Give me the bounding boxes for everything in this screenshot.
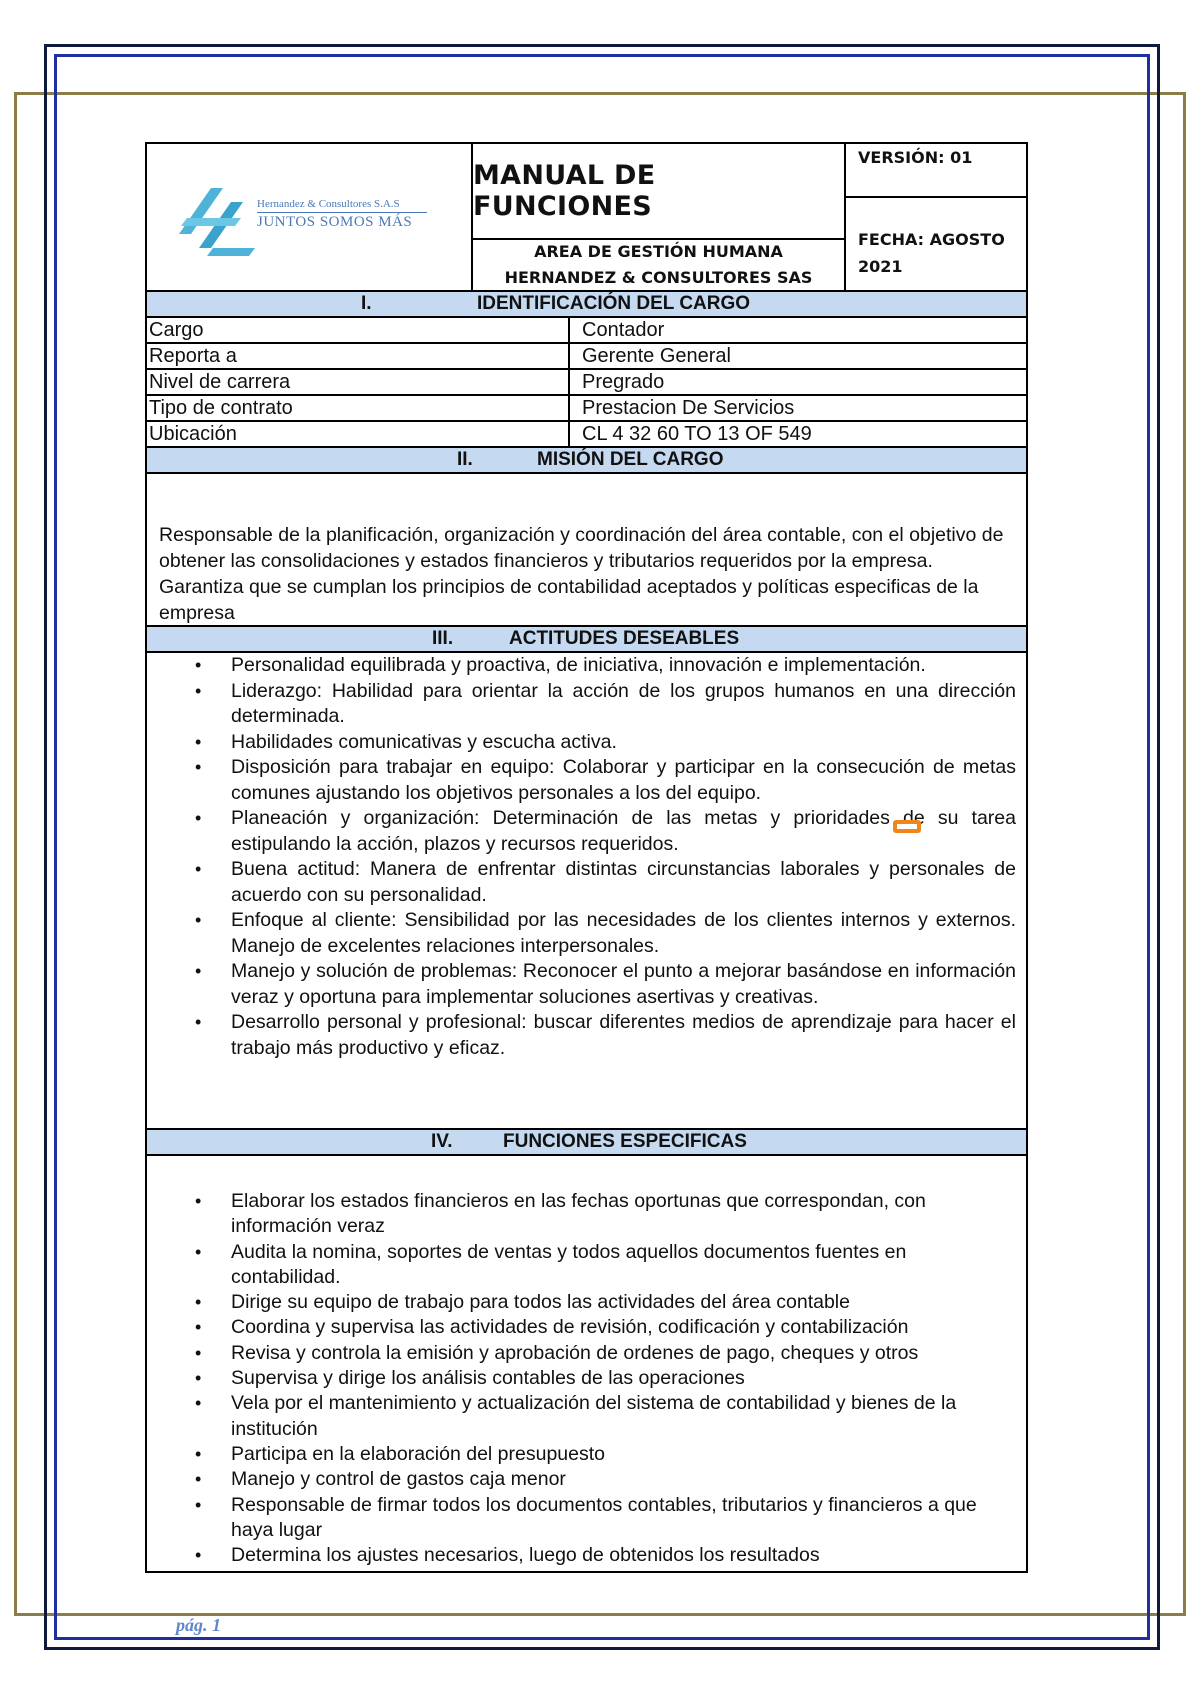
list-item-text: Buena actitud: Manera de enfrentar distintas circunstancias laborales y personales de acuerdo con su personalidad. bbox=[231, 858, 1016, 906]
company-name: HERNANDEZ & CONSULTORES SAS bbox=[504, 268, 813, 287]
bullet-icon: • bbox=[195, 859, 202, 879]
list-item-text: Enfoque al cliente: Sensibilidad por las necesidades de los clientes internos y externos. Manejo de excelentes relaciones interpersonales. bbox=[231, 909, 1016, 957]
company-logo-cell bbox=[147, 144, 473, 290]
list-item-text: Manejo y solución de problemas: Reconocer el punto a mejorar basándose en información veraz y oportuna para implementar soluciones asertivas y creativas. bbox=[231, 960, 1016, 1008]
header-title-cell bbox=[473, 144, 846, 290]
list-item-text: Supervisa y dirige los análisis contables de las operaciones bbox=[231, 1367, 745, 1390]
row-label: Nivel de carrera bbox=[147, 370, 570, 394]
list-item-text: Disposición para trabajar en equipo: Colaborar y participar en la consecución de metas comunes ajustando los objetivos personales a los del equipo. bbox=[231, 756, 1016, 804]
list-item bbox=[147, 1010, 1026, 1061]
bullet-icon: • bbox=[195, 1393, 202, 1414]
list-item-text: Vela por el mantenimiento y actualización del sistema de contabilidad y bienes de la institución bbox=[231, 1392, 957, 1440]
table-row bbox=[145, 344, 1028, 370]
date-line-1: FECHA: AGOSTO bbox=[858, 230, 1005, 249]
bullet-icon: • bbox=[195, 1241, 202, 1262]
list-item bbox=[147, 1240, 1026, 1291]
section-number: II. bbox=[457, 449, 473, 470]
date-line-2: 2021 bbox=[858, 257, 903, 276]
table-row bbox=[145, 318, 1028, 344]
list-item bbox=[147, 730, 1026, 756]
document-header bbox=[145, 142, 1028, 292]
bullet-icon: • bbox=[195, 1317, 202, 1338]
list-item-text: Desarrollo personal y profesional: buscar diferentes medios de aprendizaje para hacer el trabajo más productivo y eficaz. bbox=[231, 1011, 1016, 1059]
bullet-icon: • bbox=[195, 1494, 202, 1515]
bullet-icon: • bbox=[195, 910, 202, 930]
list-item bbox=[147, 1543, 1026, 1568]
list-item-text: Audita la nomina, soportes de ventas y todos aquellos documentos fuentes en contabilidad. bbox=[231, 1240, 907, 1288]
section-number: IV. bbox=[431, 1131, 453, 1152]
funciones-list bbox=[147, 1189, 1026, 1568]
bullet-icon: • bbox=[195, 680, 202, 701]
section-number: I. bbox=[361, 293, 372, 314]
list-item bbox=[147, 1189, 1026, 1240]
bullet-icon: • bbox=[195, 961, 202, 981]
section-header-funciones bbox=[145, 1130, 1028, 1156]
row-label: Ubicación bbox=[147, 422, 570, 446]
list-item-text: Responsable de firmar todos los documentos contables, tributarios y financieros a que haya lugar bbox=[231, 1493, 977, 1541]
section-title: ACTITUDES DESEABLES bbox=[509, 628, 740, 649]
list-item bbox=[147, 1341, 1026, 1366]
document-title: MANUAL DE FUNCIONES bbox=[473, 144, 844, 240]
bullet-icon: • bbox=[195, 757, 202, 777]
list-item bbox=[147, 1366, 1026, 1391]
logo-company-name: Hernandez & Consultores S.A.S bbox=[257, 198, 400, 210]
list-item bbox=[147, 908, 1026, 959]
list-item bbox=[147, 959, 1026, 1010]
row-value: Gerente General bbox=[582, 345, 731, 367]
list-item-text: Personalidad equilibrada y proactiva, de iniciativa, innovación e implementación. bbox=[231, 654, 926, 676]
list-item-text: Habilidades comunicativas y escucha activa. bbox=[231, 730, 617, 753]
list-item bbox=[147, 1315, 1026, 1340]
list-item bbox=[147, 679, 1026, 730]
row-value: CL 4 32 60 TO 13 OF 549 bbox=[582, 423, 812, 445]
row-label: Cargo bbox=[147, 318, 570, 342]
bullet-icon: • bbox=[195, 1469, 202, 1490]
identificacion-table bbox=[145, 318, 1028, 448]
list-item-text: Manejo y control de gastos caja menor bbox=[231, 1468, 566, 1491]
list-item bbox=[147, 857, 1026, 908]
page-number: pág. 1 bbox=[176, 1615, 221, 1635]
document-body bbox=[145, 142, 1028, 1573]
bullet-icon: • bbox=[195, 1342, 202, 1363]
header-meta-cell bbox=[846, 144, 1026, 290]
table-row bbox=[145, 370, 1028, 396]
bullet-icon: • bbox=[195, 1368, 202, 1389]
table-row bbox=[145, 422, 1028, 448]
header-area bbox=[473, 240, 844, 290]
version-label: VERSIÓN: 01 bbox=[846, 144, 1026, 198]
bullet-icon: • bbox=[195, 1191, 202, 1211]
section-title: MISIÓN DEL CARGO bbox=[537, 449, 724, 470]
cursor-marker-icon bbox=[893, 820, 921, 833]
actitudes-list bbox=[147, 653, 1026, 1061]
list-item bbox=[147, 1493, 1026, 1544]
list-item-text: Elaborar los estados financieros en las fechas oportunas que correspondan, con información veraz bbox=[231, 1190, 926, 1238]
section-header-mision bbox=[145, 448, 1028, 474]
section-header-identificacion bbox=[145, 292, 1028, 318]
area-name: AREA DE GESTIÓN HUMANA bbox=[534, 242, 783, 261]
bullet-icon: • bbox=[195, 808, 202, 828]
logo-slogan: JUNTOS SOMOS MÁS bbox=[257, 214, 413, 230]
list-item-text: Planeación y organización: Determinación de las metas y prioridades de su tarea estipulando la acción, plazos y recursos requeridos. bbox=[231, 807, 1016, 855]
list-item bbox=[147, 1467, 1026, 1492]
list-item-text: Participa en la elaboración del presupuesto bbox=[231, 1442, 605, 1465]
bullet-icon: • bbox=[195, 655, 202, 675]
list-item-text: Determina los ajustes necesarios, luego de obtenidos los resultados bbox=[231, 1544, 820, 1567]
row-value: Contador bbox=[582, 319, 665, 341]
list-item bbox=[147, 653, 1026, 679]
section-number: III. bbox=[432, 628, 454, 649]
company-logo-icon bbox=[169, 172, 259, 262]
logo-divider bbox=[257, 212, 427, 213]
bullet-icon: • bbox=[195, 731, 202, 752]
table-row bbox=[145, 396, 1028, 422]
list-item-text: Revisa y controla la emisión y aprobación de ordenes de pago, cheques y otros bbox=[231, 1341, 919, 1364]
row-value: Prestacion De Servicios bbox=[582, 397, 795, 419]
section-header-actitudes bbox=[145, 627, 1028, 653]
bullet-icon: • bbox=[195, 1545, 202, 1566]
section-title: FUNCIONES ESPECIFICAS bbox=[503, 1131, 747, 1152]
actitudes-box bbox=[145, 653, 1028, 1130]
bullet-icon: • bbox=[195, 1443, 202, 1464]
funciones-box bbox=[145, 1156, 1028, 1573]
list-item bbox=[147, 1442, 1026, 1467]
list-item bbox=[147, 1391, 1026, 1442]
date-label bbox=[846, 198, 1026, 280]
bullet-icon: • bbox=[195, 1012, 202, 1032]
row-label: Tipo de contrato bbox=[147, 396, 570, 420]
list-item bbox=[147, 1290, 1026, 1315]
section-title: IDENTIFICACIÓN DEL CARGO bbox=[477, 293, 751, 314]
list-item-text: Dirige su equipo de trabajo para todos las actividades del área contable bbox=[231, 1291, 850, 1314]
row-value: Pregrado bbox=[582, 371, 665, 393]
list-item-text: Coordina y supervisa las actividades de revisión, codificación y contabilización bbox=[231, 1316, 909, 1339]
bullet-icon: • bbox=[195, 1292, 202, 1313]
row-label: Reporta a bbox=[147, 344, 570, 368]
mision-text: Responsable de la planificación, organización y coordinación del área contable, con el objetivo de obtener las consolidaciones y estados financieros y tributarios requeridos por la empresa. Garantiza que se cumplan los principios de contabilidad aceptados y políticas especificas de la empresa bbox=[145, 474, 1028, 627]
list-item bbox=[147, 755, 1026, 806]
list-item-text: Liderazgo: Habilidad para orientar la acción de los grupos humanos en una dirección determinada. bbox=[231, 679, 1016, 727]
